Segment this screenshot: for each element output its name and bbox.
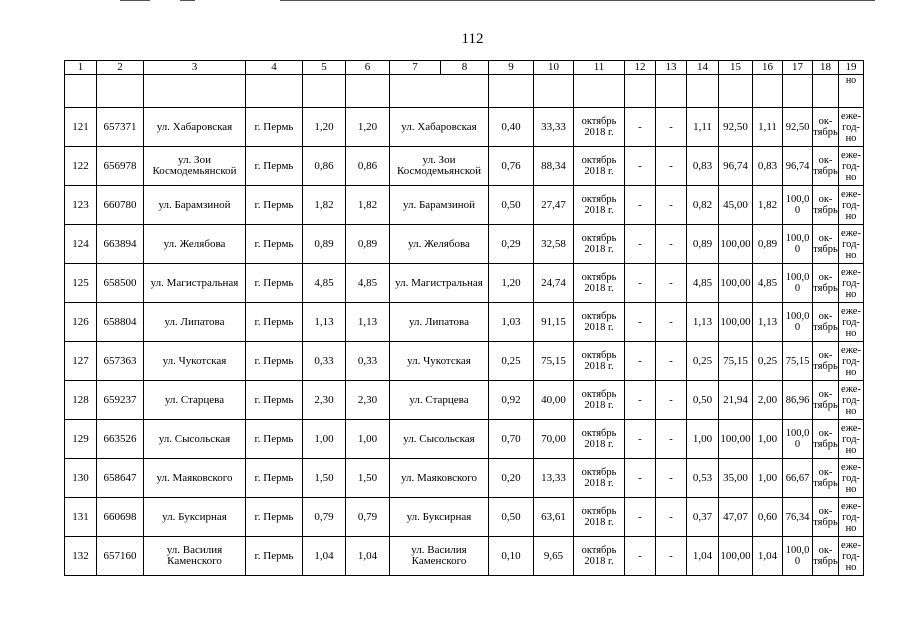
cell-c11: октябрь 2018 г.	[574, 342, 625, 381]
cell-c18: ок-тябрь	[813, 537, 839, 576]
cell-c18: ок-тябрь	[813, 186, 839, 225]
column-number: 14	[687, 61, 719, 75]
cell-c4: г. Пермь	[246, 342, 303, 381]
cell-c16: 1,04	[753, 537, 783, 576]
cell-c3: ул. Буксирная	[144, 498, 246, 537]
table-row	[65, 303, 864, 342]
cell-c3: ул. Сысольская	[144, 420, 246, 459]
cell-c4: г. Пермь	[246, 420, 303, 459]
cell-c9: 0,50	[489, 186, 534, 225]
cell-c11: октябрь 2018 г.	[574, 264, 625, 303]
cell-c10: 13,33	[534, 459, 574, 498]
cell-c12: -	[625, 303, 656, 342]
table-row	[65, 225, 864, 264]
cell-c2: 656978	[97, 147, 144, 186]
cell-c17: 100,0 0	[783, 537, 813, 576]
cell-c1: 131	[65, 498, 97, 537]
cell-c1: 130	[65, 459, 97, 498]
cell-c7: ул. Зои Космодемьянской	[390, 147, 489, 186]
cell-c10: 40,00	[534, 381, 574, 420]
cell-c5: 0,33	[303, 342, 346, 381]
cell-c5: 1,13	[303, 303, 346, 342]
cell-c6: 2,30	[346, 381, 390, 420]
cell-c3: ул. Желябова	[144, 225, 246, 264]
table-row	[65, 459, 864, 498]
cell-c18: ок-тябрь	[813, 420, 839, 459]
cell-c10: 9,65	[534, 537, 574, 576]
cell-c14: 0,82	[687, 186, 719, 225]
continuation-cell	[346, 75, 390, 108]
table-row	[65, 147, 864, 186]
cell-c19: еже-год-но	[839, 342, 864, 381]
cell-c10: 27,47	[534, 186, 574, 225]
top-rule-right	[280, 0, 875, 1]
column-number: 9	[489, 61, 534, 75]
cell-c2: 660698	[97, 498, 144, 537]
cell-c17: 100,0 0	[783, 420, 813, 459]
cell-c9: 1,20	[489, 264, 534, 303]
continuation-cell	[441, 75, 489, 108]
cell-c19: еже-год-но	[839, 147, 864, 186]
cell-c16: 0,89	[753, 225, 783, 264]
cell-c16: 1,13	[753, 303, 783, 342]
cell-c5: 4,85	[303, 264, 346, 303]
cell-c14: 4,85	[687, 264, 719, 303]
cell-c11: октябрь 2018 г.	[574, 186, 625, 225]
cell-c6: 1,50	[346, 459, 390, 498]
cell-c17: 92,50	[783, 108, 813, 147]
continuation-cell	[246, 75, 303, 108]
cell-c6: 4,85	[346, 264, 390, 303]
cell-c16: 1,11	[753, 108, 783, 147]
cell-c13: -	[656, 459, 687, 498]
cell-c18: ок-тябрь	[813, 342, 839, 381]
cell-c6: 1,13	[346, 303, 390, 342]
cell-c12: -	[625, 186, 656, 225]
cell-c4: г. Пермь	[246, 186, 303, 225]
cell-c7: ул. Маяковского	[390, 459, 489, 498]
cell-c12: -	[625, 225, 656, 264]
continuation-cell	[390, 75, 441, 108]
cell-c19: еже-год-но	[839, 186, 864, 225]
table-row	[65, 381, 864, 420]
cell-c3: ул. Зои Космодемьянской	[144, 147, 246, 186]
cell-c5: 1,50	[303, 459, 346, 498]
cell-c6: 1,82	[346, 186, 390, 225]
cell-c15: 47,07	[719, 498, 753, 537]
continuation-row	[65, 75, 864, 108]
cell-c17: 100,0 0	[783, 303, 813, 342]
cell-c1: 123	[65, 186, 97, 225]
cell-c12: -	[625, 537, 656, 576]
continuation-cell	[489, 75, 534, 108]
continuation-cell	[656, 75, 687, 108]
cell-c3: ул. Хабаровская	[144, 108, 246, 147]
cell-c6: 1,00	[346, 420, 390, 459]
cell-c11: октябрь 2018 г.	[574, 225, 625, 264]
cell-c9: 0,50	[489, 498, 534, 537]
cell-c9: 0,70	[489, 420, 534, 459]
cell-c1: 121	[65, 108, 97, 147]
cell-c4: г. Пермь	[246, 147, 303, 186]
cell-c1: 124	[65, 225, 97, 264]
cell-c7: ул. Липатова	[390, 303, 489, 342]
cell-c17: 100,0 0	[783, 186, 813, 225]
table-row	[65, 342, 864, 381]
cell-c1: 126	[65, 303, 97, 342]
cell-c3: ул. Липатова	[144, 303, 246, 342]
cell-c2: 663894	[97, 225, 144, 264]
cell-c5: 1,04	[303, 537, 346, 576]
cell-c11: октябрь 2018 г.	[574, 459, 625, 498]
cell-c4: г. Пермь	[246, 459, 303, 498]
cell-c9: 0,92	[489, 381, 534, 420]
cell-c19: еже-год-но	[839, 498, 864, 537]
cell-c14: 0,25	[687, 342, 719, 381]
cell-c1: 128	[65, 381, 97, 420]
cell-c16: 1,00	[753, 459, 783, 498]
cell-c16: 1,00	[753, 420, 783, 459]
cell-c19: еже-год-но	[839, 264, 864, 303]
cell-c19: еже-год-но	[839, 381, 864, 420]
cell-c18: ок-тябрь	[813, 381, 839, 420]
cell-c5: 0,89	[303, 225, 346, 264]
cell-c6: 1,20	[346, 108, 390, 147]
cell-c17: 96,74	[783, 147, 813, 186]
cell-c7: ул. Василия Каменского	[390, 537, 489, 576]
cell-c16: 4,85	[753, 264, 783, 303]
cell-c17: 75,15	[783, 342, 813, 381]
cell-c13: -	[656, 342, 687, 381]
continuation-cell	[813, 75, 839, 108]
cell-c9: 0,25	[489, 342, 534, 381]
cell-c9: 0,29	[489, 225, 534, 264]
cell-c13: -	[656, 264, 687, 303]
cell-c14: 0,53	[687, 459, 719, 498]
cell-c12: -	[625, 381, 656, 420]
column-number: 13	[656, 61, 687, 75]
cell-c2: 657371	[97, 108, 144, 147]
cell-c17: 86,96	[783, 381, 813, 420]
cell-c17: 100,0 0	[783, 264, 813, 303]
column-number: 11	[574, 61, 625, 75]
cell-c15: 100,00	[719, 303, 753, 342]
cell-c2: 657363	[97, 342, 144, 381]
cell-c4: г. Пермь	[246, 225, 303, 264]
table-row	[65, 264, 864, 303]
cell-c6: 0,86	[346, 147, 390, 186]
cell-c11: октябрь 2018 г.	[574, 147, 625, 186]
cell-c2: 658500	[97, 264, 144, 303]
cell-c15: 100,00	[719, 537, 753, 576]
cell-c2: 658647	[97, 459, 144, 498]
cell-c3: ул. Барамзиной	[144, 186, 246, 225]
cell-c19: еже-год-но	[839, 537, 864, 576]
cell-c18: ок-тябрь	[813, 147, 839, 186]
cell-c14: 0,37	[687, 498, 719, 537]
road-register-table	[64, 60, 864, 576]
cell-c13: -	[656, 108, 687, 147]
cell-c11: октябрь 2018 г.	[574, 498, 625, 537]
cell-c5: 1,00	[303, 420, 346, 459]
cell-c18: ок-тябрь	[813, 459, 839, 498]
column-number: 1	[65, 61, 97, 75]
cell-c9: 0,20	[489, 459, 534, 498]
cell-c14: 0,83	[687, 147, 719, 186]
cell-c2: 660780	[97, 186, 144, 225]
cell-c19: еже-год-но	[839, 303, 864, 342]
continuation-cell	[97, 75, 144, 108]
cell-c13: -	[656, 147, 687, 186]
cell-c7: ул. Старцева	[390, 381, 489, 420]
continuation-cell	[625, 75, 656, 108]
cell-c10: 75,15	[534, 342, 574, 381]
cell-c15: 100,00	[719, 225, 753, 264]
cell-c11: октябрь 2018 г.	[574, 108, 625, 147]
column-number: 4	[246, 61, 303, 75]
cell-c18: ок-тябрь	[813, 303, 839, 342]
continuation-cell: но	[839, 75, 864, 108]
cell-c6: 0,79	[346, 498, 390, 537]
page-number: 112	[461, 31, 484, 47]
cell-c7: ул. Желябова	[390, 225, 489, 264]
cell-c13: -	[656, 303, 687, 342]
cell-c16: 0,25	[753, 342, 783, 381]
cell-c1: 129	[65, 420, 97, 459]
column-number: 15	[719, 61, 753, 75]
cell-c13: -	[656, 225, 687, 264]
cell-c4: г. Пермь	[246, 381, 303, 420]
cell-c7: ул. Буксирная	[390, 498, 489, 537]
cell-c1: 122	[65, 147, 97, 186]
cell-c4: г. Пермь	[246, 108, 303, 147]
table-row	[65, 420, 864, 459]
cell-c16: 1,82	[753, 186, 783, 225]
cell-c19: еже-год-но	[839, 459, 864, 498]
cell-c19: еже-год-но	[839, 225, 864, 264]
continuation-cell	[65, 75, 97, 108]
cell-c13: -	[656, 537, 687, 576]
table-row	[65, 537, 864, 576]
column-number: 8	[441, 61, 489, 75]
cell-c3: ул. Маяковского	[144, 459, 246, 498]
cell-c9: 0,40	[489, 108, 534, 147]
cell-c15: 96,74	[719, 147, 753, 186]
cell-c17: 76,34	[783, 498, 813, 537]
cell-c18: ок-тябрь	[813, 225, 839, 264]
cell-c10: 63,61	[534, 498, 574, 537]
cell-c17: 66,67	[783, 459, 813, 498]
continuation-cell	[534, 75, 574, 108]
cell-c4: г. Пермь	[246, 303, 303, 342]
cell-c12: -	[625, 498, 656, 537]
cell-c12: -	[625, 147, 656, 186]
column-number: 16	[753, 61, 783, 75]
column-number: 17	[783, 61, 813, 75]
continuation-cell	[719, 75, 753, 108]
table-row	[65, 186, 864, 225]
cell-c12: -	[625, 459, 656, 498]
cell-c16: 0,83	[753, 147, 783, 186]
cell-c2: 657160	[97, 537, 144, 576]
table-row	[65, 498, 864, 537]
column-number: 19	[839, 61, 864, 75]
continuation-cell	[144, 75, 246, 108]
cell-c9: 0,10	[489, 537, 534, 576]
cell-c11: октябрь 2018 г.	[574, 303, 625, 342]
cell-c3: ул. Магистральная	[144, 264, 246, 303]
cell-c6: 0,33	[346, 342, 390, 381]
cell-c14: 1,04	[687, 537, 719, 576]
cell-c15: 45,00	[719, 186, 753, 225]
cell-c1: 132	[65, 537, 97, 576]
cell-c18: ок-тябрь	[813, 498, 839, 537]
cell-c14: 1,00	[687, 420, 719, 459]
top-rule-left	[120, 0, 150, 1]
cell-c16: 0,60	[753, 498, 783, 537]
cell-c12: -	[625, 420, 656, 459]
column-number-row	[65, 61, 864, 75]
column-number: 10	[534, 61, 574, 75]
cell-c5: 1,20	[303, 108, 346, 147]
cell-c2: 659237	[97, 381, 144, 420]
cell-c11: октябрь 2018 г.	[574, 420, 625, 459]
cell-c6: 0,89	[346, 225, 390, 264]
cell-c18: ок-тябрь	[813, 108, 839, 147]
column-number: 7	[390, 61, 441, 75]
cell-c10: 33,33	[534, 108, 574, 147]
cell-c14: 0,50	[687, 381, 719, 420]
column-number: 18	[813, 61, 839, 75]
cell-c5: 2,30	[303, 381, 346, 420]
cell-c15: 75,15	[719, 342, 753, 381]
cell-c7: ул. Магистральная	[390, 264, 489, 303]
cell-c18: ок-тябрь	[813, 264, 839, 303]
cell-c3: ул. Старцева	[144, 381, 246, 420]
cell-c14: 1,13	[687, 303, 719, 342]
cell-c10: 70,00	[534, 420, 574, 459]
cell-c13: -	[656, 498, 687, 537]
cell-c6: 1,04	[346, 537, 390, 576]
cell-c3: ул. Чукотская	[144, 342, 246, 381]
cell-c15: 100,00	[719, 420, 753, 459]
column-number: 3	[144, 61, 246, 75]
column-number: 2	[97, 61, 144, 75]
cell-c19: еже-год-но	[839, 108, 864, 147]
cell-c10: 91,15	[534, 303, 574, 342]
cell-c15: 21,94	[719, 381, 753, 420]
continuation-cell	[753, 75, 783, 108]
column-number: 12	[625, 61, 656, 75]
continuation-cell	[687, 75, 719, 108]
continuation-cell	[303, 75, 346, 108]
cell-c1: 127	[65, 342, 97, 381]
cell-c9: 0,76	[489, 147, 534, 186]
cell-c12: -	[625, 108, 656, 147]
cell-c3: ул. Василия Каменского	[144, 537, 246, 576]
cell-c14: 0,89	[687, 225, 719, 264]
cell-c4: г. Пермь	[246, 498, 303, 537]
cell-c7: ул. Чукотская	[390, 342, 489, 381]
cell-c5: 1,82	[303, 186, 346, 225]
column-number: 6	[346, 61, 390, 75]
cell-c7: ул. Барамзиной	[390, 186, 489, 225]
cell-c15: 35,00	[719, 459, 753, 498]
cell-c4: г. Пермь	[246, 264, 303, 303]
cell-c14: 1,11	[687, 108, 719, 147]
cell-c5: 0,86	[303, 147, 346, 186]
cell-c9: 1,03	[489, 303, 534, 342]
top-rule-mid	[180, 0, 195, 1]
cell-c1: 125	[65, 264, 97, 303]
cell-c16: 2,00	[753, 381, 783, 420]
cell-c13: -	[656, 420, 687, 459]
cell-c19: еже-год-но	[839, 420, 864, 459]
cell-c10: 24,74	[534, 264, 574, 303]
table-row	[65, 108, 864, 147]
cell-c10: 32,58	[534, 225, 574, 264]
cell-c12: -	[625, 342, 656, 381]
cell-c2: 658804	[97, 303, 144, 342]
continuation-cell	[783, 75, 813, 108]
cell-c10: 88,34	[534, 147, 574, 186]
column-number: 5	[303, 61, 346, 75]
cell-c15: 100,00	[719, 264, 753, 303]
cell-c2: 663526	[97, 420, 144, 459]
cell-c5: 0,79	[303, 498, 346, 537]
cell-c11: октябрь 2018 г.	[574, 381, 625, 420]
cell-c12: -	[625, 264, 656, 303]
cell-c4: г. Пермь	[246, 537, 303, 576]
cell-c13: -	[656, 381, 687, 420]
cell-c11: октябрь 2018 г.	[574, 537, 625, 576]
cell-c15: 92,50	[719, 108, 753, 147]
cell-c13: -	[656, 186, 687, 225]
cell-c7: ул. Хабаровская	[390, 108, 489, 147]
cell-c7: ул. Сысольская	[390, 420, 489, 459]
continuation-cell	[574, 75, 625, 108]
cell-c17: 100,0 0	[783, 225, 813, 264]
